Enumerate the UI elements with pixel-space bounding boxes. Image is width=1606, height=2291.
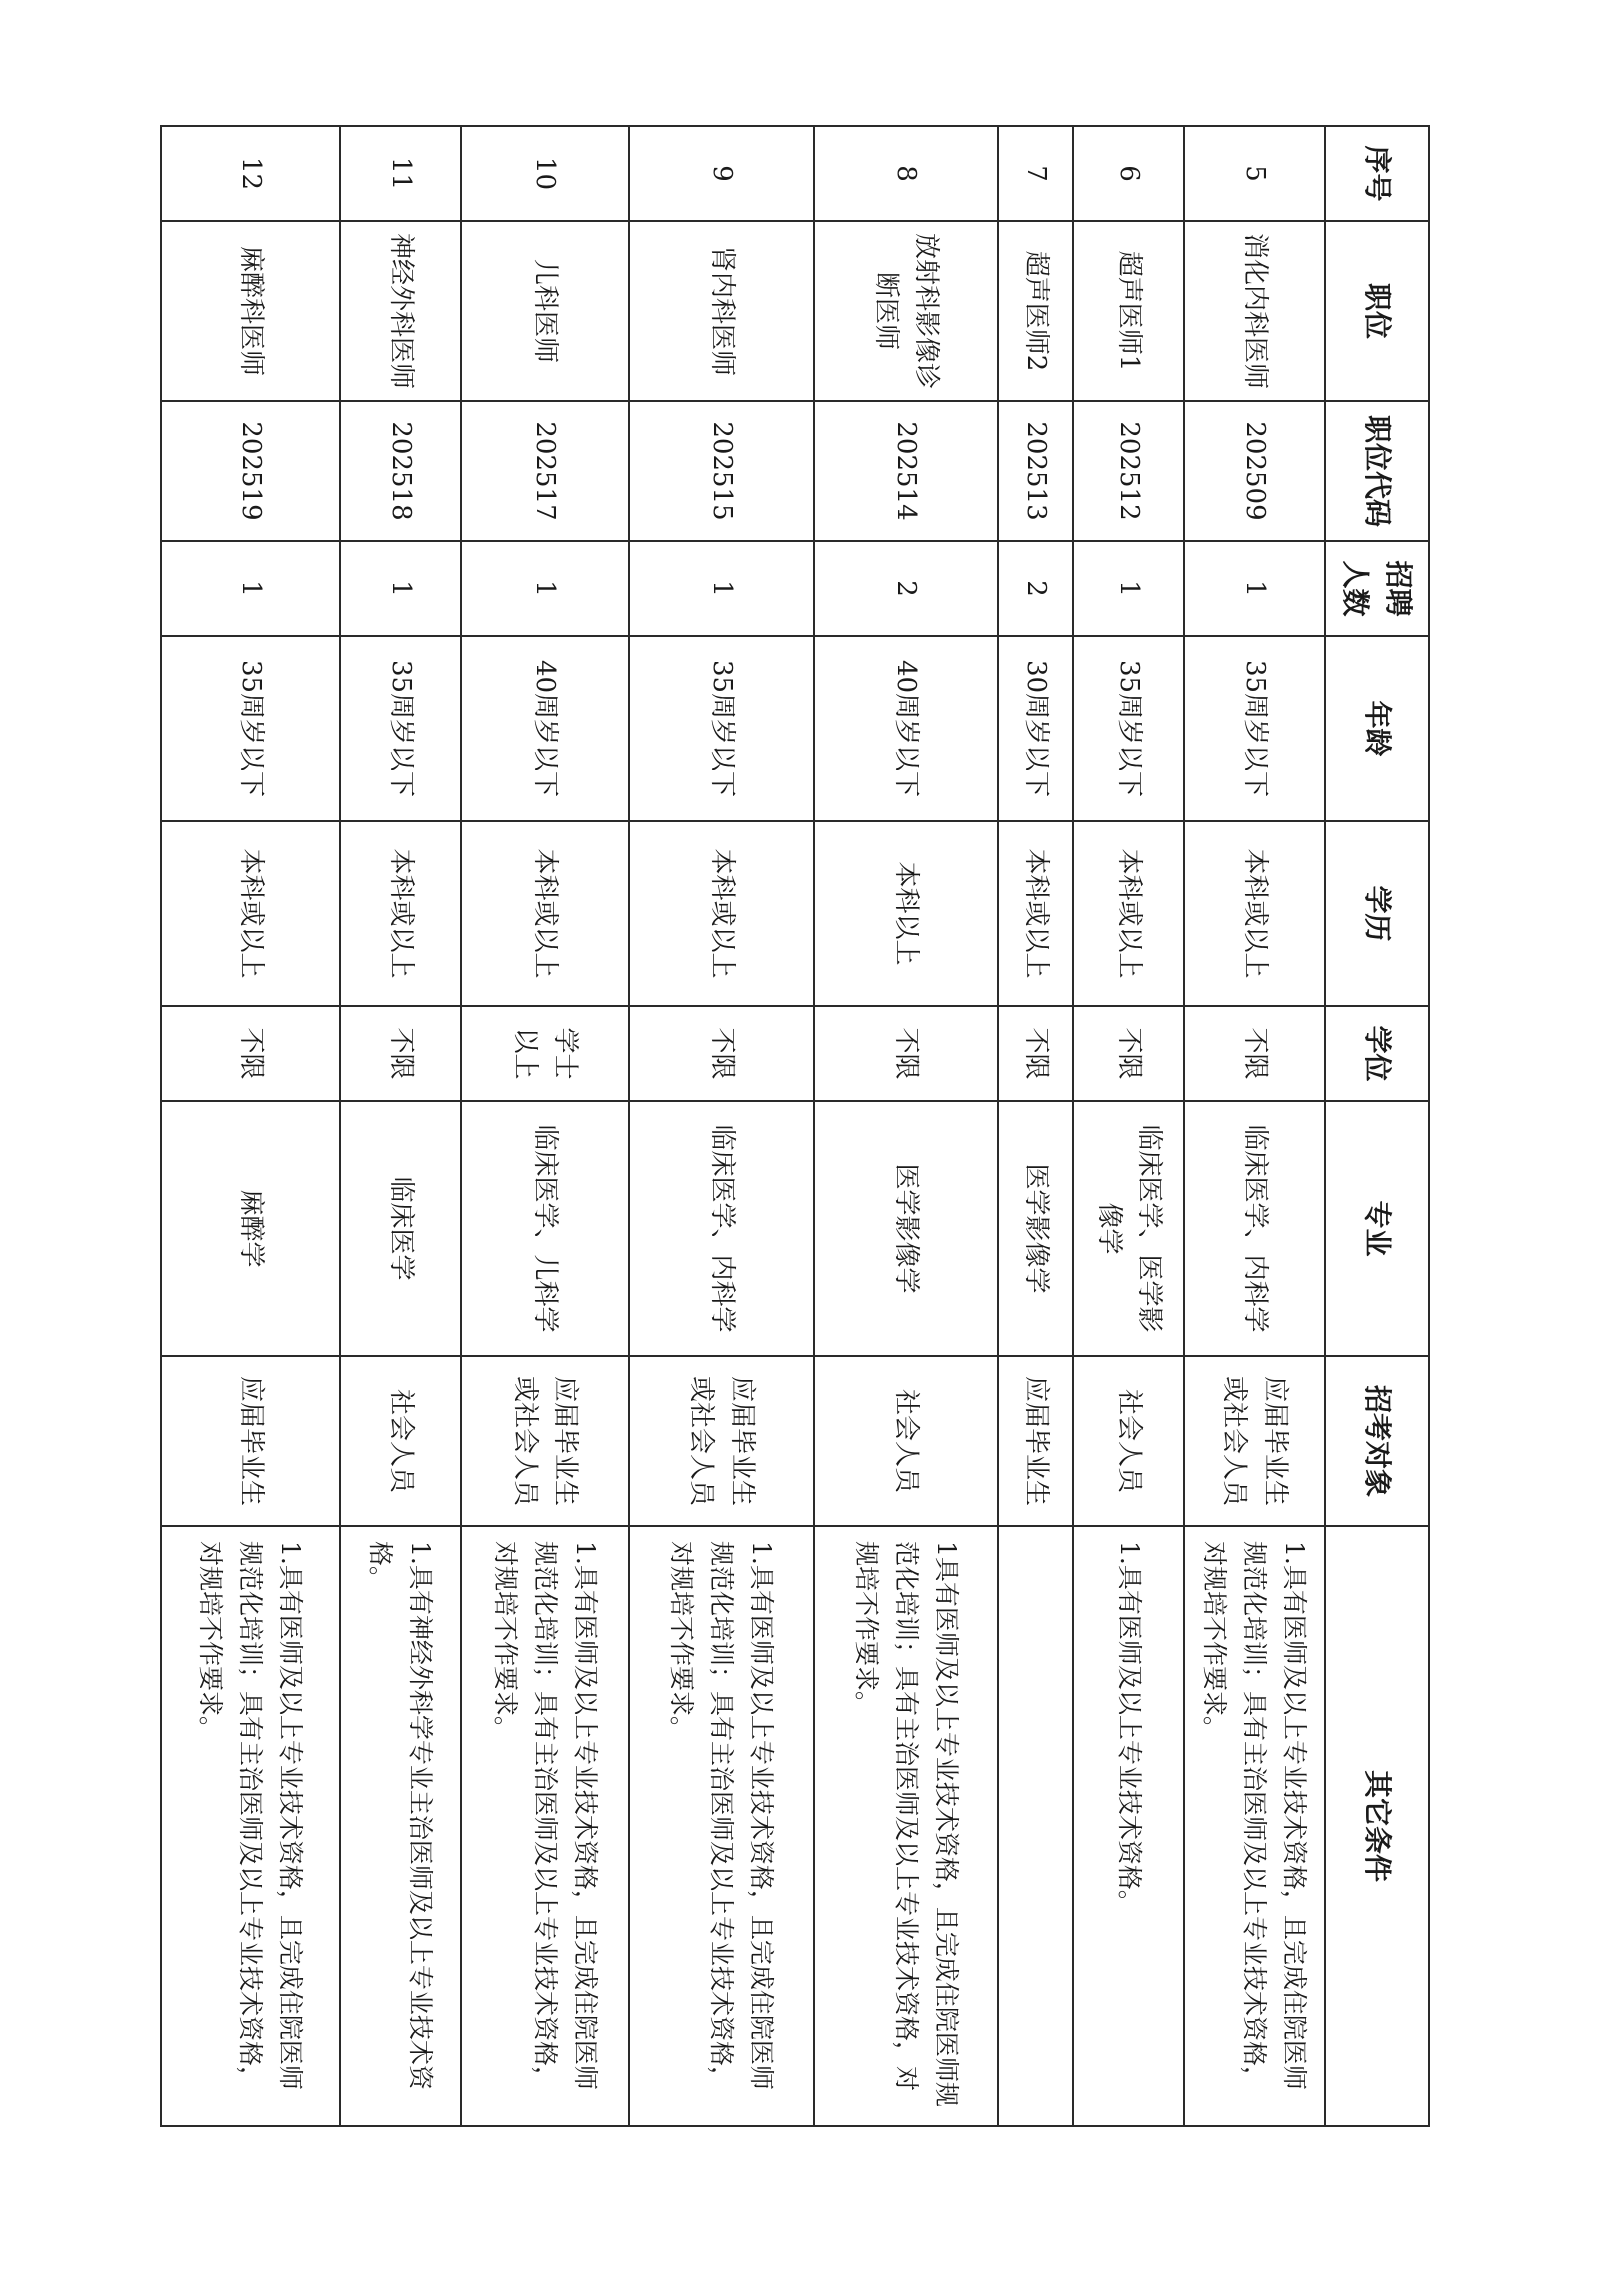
cell-major: 临床医学 — [340, 1101, 461, 1356]
cell-degree: 不限 — [814, 1006, 998, 1101]
cell-age: 40周岁以下 — [461, 636, 629, 821]
header-code: 职位代码 — [1325, 401, 1429, 541]
rotated-page-content — [160, 125, 1430, 2125]
cell-count: 1 — [161, 541, 340, 636]
cell-position: 儿科医师 — [461, 221, 629, 401]
recruitment-table — [160, 125, 1430, 2127]
cell-degree: 不限 — [161, 1006, 340, 1101]
cell-code: 202513 — [998, 401, 1074, 541]
cell-index: 8 — [814, 126, 998, 221]
cell-count: 1 — [461, 541, 629, 636]
cell-position: 放射科影像诊断医师 — [814, 221, 998, 401]
cell-target: 社会人员 — [1073, 1356, 1184, 1526]
cell-code: 202509 — [1184, 401, 1325, 541]
cell-code: 202519 — [161, 401, 340, 541]
cell-code: 202515 — [629, 401, 813, 541]
cell-target: 社会人员 — [340, 1356, 461, 1526]
cell-target: 应届毕业生 — [998, 1356, 1074, 1526]
cell-education: 本科或以上 — [629, 821, 813, 1006]
table-row — [461, 126, 629, 2126]
cell-count: 1 — [629, 541, 813, 636]
header-target: 招考对象 — [1325, 1356, 1429, 1526]
cell-major: 麻醉学 — [161, 1101, 340, 1356]
cell-major: 临床医学、医学影像学 — [1073, 1101, 1184, 1356]
cell-degree: 不限 — [1073, 1006, 1184, 1101]
cell-index: 5 — [1184, 126, 1325, 221]
cell-education: 本科或以上 — [1184, 821, 1325, 1006]
cell-age: 40周岁以下 — [814, 636, 998, 821]
table-row — [340, 126, 461, 2126]
cell-index: 9 — [629, 126, 813, 221]
header-major: 专业 — [1325, 1101, 1429, 1356]
cell-age: 35周岁以下 — [1073, 636, 1184, 821]
cell-index: 6 — [1073, 126, 1184, 221]
cell-education: 本科或以上 — [340, 821, 461, 1006]
cell-count: 2 — [998, 541, 1074, 636]
table-row — [161, 126, 340, 2126]
cell-code: 202518 — [340, 401, 461, 541]
cell-major: 医学影像学 — [998, 1101, 1074, 1356]
cell-target: 社会人员 — [814, 1356, 998, 1526]
cell-age: 35周岁以下 — [629, 636, 813, 821]
header-degree: 学位 — [1325, 1006, 1429, 1101]
cell-other — [998, 1526, 1074, 2126]
cell-count: 1 — [1073, 541, 1184, 636]
cell-position: 神经外科医师 — [340, 221, 461, 401]
cell-target: 应届毕业生 — [161, 1356, 340, 1526]
table-row — [814, 126, 998, 2126]
cell-code: 202512 — [1073, 401, 1184, 541]
cell-other: 1.具有医师及以上专业技术资格，且完成住院医师规范化培训；具有主治医师及以上专业技术资格，对规培不作要求。 — [161, 1526, 340, 2126]
cell-age: 30周岁以下 — [998, 636, 1074, 821]
cell-degree: 不限 — [340, 1006, 461, 1101]
cell-target: 应届毕业生或社会人员 — [629, 1356, 813, 1526]
cell-target: 应届毕业生或社会人员 — [461, 1356, 629, 1526]
cell-position: 超声医师2 — [998, 221, 1074, 401]
cell-other: 1.具有神经外科学专业主治医师及以上专业技术资格。 — [340, 1526, 461, 2126]
cell-index: 11 — [340, 126, 461, 221]
cell-position: 超声医师1 — [1073, 221, 1184, 401]
cell-count: 1 — [1184, 541, 1325, 636]
header-other: 其它条件 — [1325, 1526, 1429, 2126]
header-position: 职位 — [1325, 221, 1429, 401]
cell-major: 临床医学、内科学 — [629, 1101, 813, 1356]
cell-age: 35周岁以下 — [340, 636, 461, 821]
cell-major: 临床医学、儿科学 — [461, 1101, 629, 1356]
cell-major: 医学影像学 — [814, 1101, 998, 1356]
cell-code: 202517 — [461, 401, 629, 541]
header-index: 序号 — [1325, 126, 1429, 221]
cell-target: 应届毕业生或社会人员 — [1184, 1356, 1325, 1526]
cell-index: 7 — [998, 126, 1074, 221]
cell-degree: 不限 — [998, 1006, 1074, 1101]
cell-education: 本科或以上 — [161, 821, 340, 1006]
cell-education: 本科或以上 — [1073, 821, 1184, 1006]
table-row — [998, 126, 1074, 2126]
cell-other: 1.具有医师及以上专业技术资格，且完成住院医师规范化培训；具有主治医师及以上专业技术资格，对规培不作要求。 — [1184, 1526, 1325, 2126]
cell-position: 麻醉科医师 — [161, 221, 340, 401]
cell-other: 1具有医师及以上专业技术资格，且完成住院医师规范化培训；具有主治医师及以上专业技术资格，对规培不作要求。 — [814, 1526, 998, 2126]
cell-code: 202514 — [814, 401, 998, 541]
cell-education: 本科或以上 — [998, 821, 1074, 1006]
cell-degree: 学士以上 — [461, 1006, 629, 1101]
cell-index: 10 — [461, 126, 629, 221]
header-age: 年龄 — [1325, 636, 1429, 821]
header-education: 学历 — [1325, 821, 1429, 1006]
table-header-row — [1325, 126, 1429, 2126]
table-row — [1184, 126, 1325, 2126]
cell-age: 35周岁以下 — [161, 636, 340, 821]
cell-position: 消化内科医师 — [1184, 221, 1325, 401]
cell-degree: 不限 — [1184, 1006, 1325, 1101]
cell-count: 2 — [814, 541, 998, 636]
cell-other: 1.具有医师及以上专业技术资格，且完成住院医师规范化培训；具有主治医师及以上专业技术资格，对规培不作要求。 — [461, 1526, 629, 2126]
table-row — [1073, 126, 1184, 2126]
cell-degree: 不限 — [629, 1006, 813, 1101]
table-row — [629, 126, 813, 2126]
cell-other: 1.具有医师及以上专业技术资格，且完成住院医师规范化培训；具有主治医师及以上专业技术资格，对规培不作要求。 — [629, 1526, 813, 2126]
cell-count: 1 — [340, 541, 461, 636]
header-count: 招聘人数 — [1325, 541, 1429, 636]
cell-education: 本科以上 — [814, 821, 998, 1006]
cell-major: 临床医学、内科学 — [1184, 1101, 1325, 1356]
cell-age: 35周岁以下 — [1184, 636, 1325, 821]
cell-other: 1.具有医师及以上专业技术资格。 — [1073, 1526, 1184, 2126]
cell-education: 本科或以上 — [461, 821, 629, 1006]
cell-index: 12 — [161, 126, 340, 221]
cell-position: 肾内科医师 — [629, 221, 813, 401]
